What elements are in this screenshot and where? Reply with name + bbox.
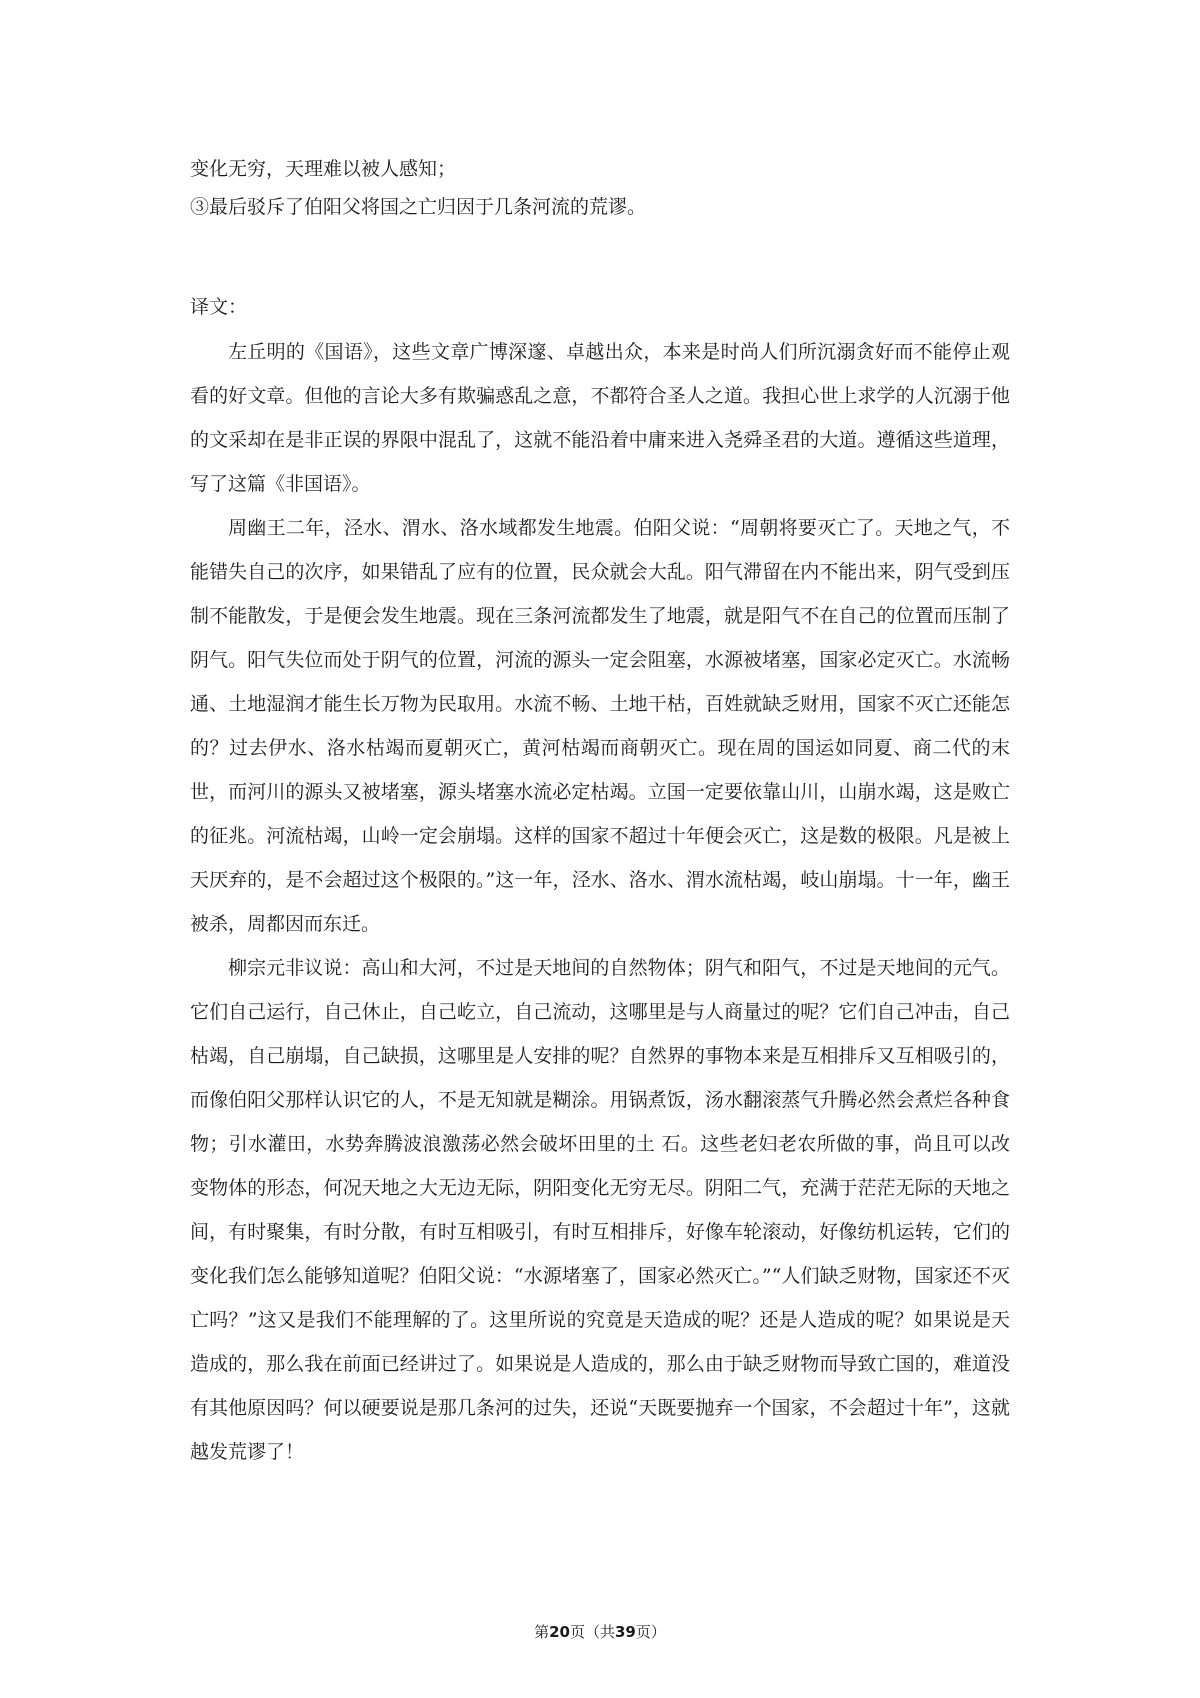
footer-suffix: 页） bbox=[635, 1623, 666, 1641]
paragraph-earthquake: 周幽王二年，泾水、渭水、洛水域都发生地震。伯阳父说：“周朝将要灭亡了。天地之气，不能错失自己的次序，如果错乱了应有的位置，民众就会大乱。阳气滞留在内不能出来，阴气受到压制不能散发，于是便会发生地震。现在三条河流都发生了地震，就是阳气不在自己的位置而压制了阴气。阳气失位而处于阴气的位置，河流的源头一定会阻塞，水源被堵塞，国家必定灭亡。水流畅通、土地湿润才能生长万物为民取用。水流不畅、土地干枯，百姓就缺乏财用，国家不灭亡还能怎的？过去伊水、洛水枯竭而夏朝灭亡，黄河枯竭而商朝灭亡。现在周的国运如同夏、商二代的末世，而河川的源头又被堵塞，源头堵塞水流必定枯竭。立国一定要依靠山川，山崩水竭，这是败亡的征兆。河流枯竭，山岭一定会崩塌。这样的国家不超过十年便会灭亡，这是数的极限。凡是被上天厌弃的，是不会超过这个极限的。”这一年，泾水、洛水、渭水流枯竭，岐山崩塌。十一年，幽王被杀，周都因而东迁。 bbox=[190, 517, 1010, 935]
footer-total-pages: 39 bbox=[615, 1623, 636, 1641]
page-footer bbox=[0, 1622, 1200, 1642]
paragraph-guoyu-intro: 左丘明的《国语》，这些文章广博深邃、卓越出众，本来是时尚人们所沉溺贪好而不能停止观看的好文章。但他的言论大多有欺骗惑乱之意，不都符合圣人之道。我担心世上求学的人沉溺于他的文采却在是非正误的界限中混乱了，这就不能沿着中庸来进入尧舜圣君的大道。遵循这些道理，写了这篇《非国语》。 bbox=[190, 341, 1010, 495]
footer-middle: 页（共 bbox=[569, 1623, 615, 1641]
paragraph-liu-zongyuan: 柳宗元非议说：高山和大河，不过是天地间的自然物体；阴气和阳气，不过是天地间的元气。它们自己运行，自己休止，自己屹立，自己流动，这哪里是与人商量过的呢？它们自己冲击，自己枯竭，自己崩塌，自己缺损，这哪里是人安排的呢？自然界的事物本来是互相排斥又互相吸引的，而像伯阳父那样认识它的人，不是无知就是糊涂。用锅煮饭，汤水翻滚蒸气升腾必然会煮烂各种食物；引水灌田，水势奔腾波浪激荡必然会破坏田里的土 石。这些老妇老农所做的事，尚且可以改变物体的形态，何况天地之大无边无际，阴阳变化无穷无尽。阴阳二气，充满于茫茫无际的天地之间，有时聚集，有时分散，有时互相吸引，有时互相排斥，好像车轮滚动，好像纺机运转，它们的变化我们怎么能够知道呢？伯阳父说：“水源堵塞了，国家必然灭亡。”“人们缺乏财物，国家还不灭亡吗？”这又是我们不能理解的了。这里所说的究竟是天造成的呢？还是人造成的呢？如果说是天造成的，那么我在前面已经讲过了。如果说是人造成的，那么由于缺乏财物而导致亡国的，难道没有其他原因吗？何以硬要说是那几条河的过失，还说“天既要抛弃一个国家，不会超过十年”，这就越发荒谬了！ bbox=[190, 957, 1010, 1463]
continued-line: 变化无穷，天理难以被人感知； bbox=[190, 158, 457, 180]
translation-label: 译文： bbox=[190, 296, 248, 318]
page-content bbox=[190, 150, 1010, 1474]
point-three-line: ③最后驳斥了伯阳父将国之亡归因于几条河流的荒谬。 bbox=[190, 196, 647, 218]
footer-page-number: 20 bbox=[549, 1623, 570, 1641]
footer-prefix: 第 bbox=[534, 1623, 550, 1641]
